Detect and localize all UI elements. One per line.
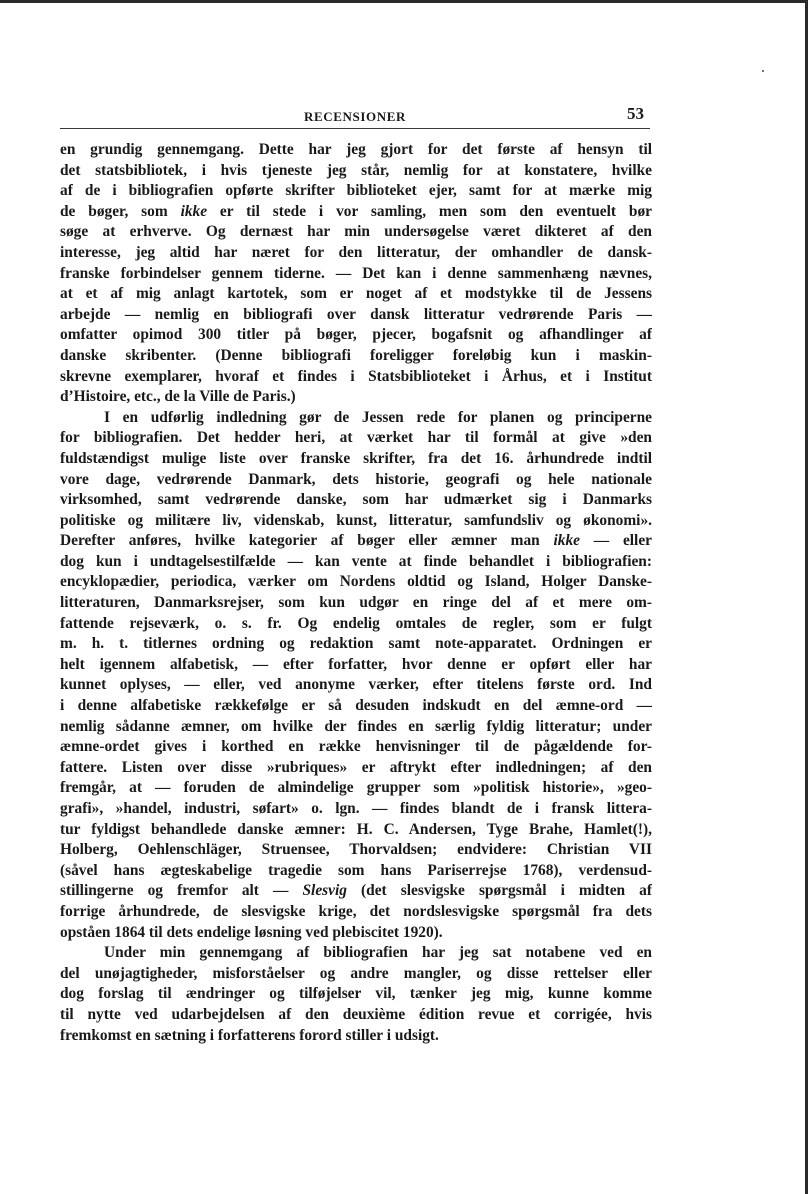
- text-line: æmne-ordet gives i korthed en række henvisninger til de pågældende for-: [60, 738, 652, 756]
- text-line: fattere. Listen over disse »rubriques» er aftrykt efter indledningen; af den: [60, 758, 652, 776]
- text-line: Derefter anføres, hvilke kategorier af bøger eller æmner man ikke — eller: [60, 532, 652, 550]
- text-line: fattende rejseværk, o. s. fr. Og endelig omtales de regler, som er fulgt: [60, 614, 652, 632]
- text-line: nemlig sådanne æmner, om hvilke der findes en særlig fyldig litteratur; under: [60, 717, 652, 735]
- running-title: RECENSIONER: [304, 109, 406, 124]
- text-line: omfatter opimod 300 titler på bøger, pjecer, bogafsnit og afhandlinger af: [60, 326, 652, 344]
- text-line: interesse, jeg altid har næret for den litteratur, der omhandler de dansk-: [60, 243, 652, 261]
- paragraph: [60, 140, 652, 408]
- paragraph: [60, 943, 652, 1046]
- text-line: I en udførlig indledning gør de Jessen rede for planen og principerne: [104, 408, 652, 426]
- text-line: en grundig gennemgang. Dette har jeg gjort for det første af hensyn til: [60, 141, 652, 158]
- text-line: stillingerne og fremfor alt — Slesvig (det slesvigske spørgsmål i midten af: [60, 882, 652, 900]
- scan-border-top: [0, 0, 808, 3]
- text-line: dog forslag til ændringer og tilføjelser vil, tænker jeg mig, kunne komme: [60, 985, 652, 1003]
- text-line: skrevne exemplarer, hvoraf et findes i Statsbiblioteket i Århus, et i Institut: [60, 367, 652, 385]
- text-line: for bibliografien. Det hedder heri, at værket har til formål at give »den: [60, 429, 652, 447]
- text-line: Under min gennemgang af bibliografien har jeg sat notabene ved en: [104, 944, 652, 962]
- text-line: franske forbindelser gennem tiderne. — Det kan i denne sammenhæng nævnes,: [60, 264, 652, 282]
- text-line: i denne alfabetiske rækkefølge er så desuden indskudt en del æmne-ord —: [60, 697, 652, 715]
- text-line: arbejde — nemlig en bibliografi over dansk litteratur vedrørende Paris —: [60, 305, 652, 323]
- body-text: [60, 140, 652, 1046]
- text-line: danske skribenter. (Denne bibliografi foreligger foreløbig kun i maskin-: [60, 346, 652, 364]
- text-line: m. h. t. titlernes ordning og redaktion samt note-apparatet. Ordningen er: [60, 635, 652, 653]
- text-line: at et af mig anlagt kartotek, som er noget af et modstykke til de Jessens: [60, 285, 652, 303]
- text-line: helt igennem alfabetisk, — efter forfatter, hvor denne er opført eller har: [60, 655, 652, 673]
- text-line: af de i bibliografien opførte skrifter biblioteket ejer, samt for at mærke mig: [60, 182, 652, 200]
- running-header: [60, 104, 650, 129]
- paragraph: [60, 408, 652, 943]
- text-line: de bøger, som ikke er til stede i vor samling, men som den eventuelt bør: [60, 202, 652, 220]
- text-line: det statsbibliotek, i hvis tjeneste jeg står, nemlig for at konstatere, hvilke: [60, 161, 652, 179]
- text-line: Holberg, Oehlenschläger, Struensee, Thorvaldsen; endvidere: Christian VII: [60, 841, 652, 859]
- text-line: kunnet oplyses, — eller, ved anonyme værker, efter titelens første ord. Ind: [60, 676, 652, 694]
- scan-speck: [762, 70, 764, 72]
- text-line: grafi», »handel, industri, søfart» o. lgn. — findes blandt de i fransk littera-: [60, 800, 652, 817]
- text-line: fremkomst en sætning i forfatterens forord stiller i udsigt.: [60, 1026, 439, 1044]
- text-line: d’Histoire, etc., de la Ville de Paris.): [60, 388, 296, 406]
- text-line: dog kun i undtagelsestilfælde — kan vente at finde behandlet i bibliografien:: [60, 552, 652, 570]
- text-line: virksomhed, samt vedrørende danske, som har udmærket sig i Danmarks: [60, 491, 652, 509]
- text-line: fremgår, at — foruden de almindelige grupper som »politisk historie», »geo-: [60, 779, 652, 797]
- text-line: del unøjagtigheder, misforståelser og andre mangler, og disse rettelser eller: [60, 964, 652, 982]
- text-line: til nytte ved udarbejdelsen af den deuxième édition revue et corrigée, hvis: [60, 1005, 652, 1023]
- text-line: litteraturen, Danmarksrejser, som kun udgør en ringe del af et mere om-: [60, 594, 652, 612]
- text-line: vore dage, vedrørende Danmark, dets historie, geografi og hele nationale: [60, 470, 652, 488]
- page-number: 53: [627, 104, 644, 123]
- text-line: søge at erhverve. Og dernæst har min undersøgelse været dikteret af den: [60, 223, 652, 241]
- text-line: encyklopædier, periodica, værker om Nordens oldtid og Island, Holger Danske-: [60, 573, 652, 591]
- text-line: (såvel hans ægteskabelige tragedie som hans Pariserrejse 1768), verdensud-: [60, 861, 652, 879]
- text-line: tur fyldigst behandlede danske æmner: H. C. Andersen, Tyge Brahe, Hamlet(!),: [60, 820, 652, 838]
- text-line: opståen 1864 til dets endelige løsning ved plebiscitet 1920).: [60, 923, 443, 941]
- text-line: politiske og militære liv, videnskab, kunst, litteratur, samfundsliv og økonomi».: [60, 511, 652, 529]
- text-line: fuldstændigst mulige liste over franske skrifter, fra det 16. århundrede indtil: [60, 449, 652, 467]
- text-line: forrige århundrede, de slesvigske krige, det nordslesvigske spørgsmål fra dets: [60, 902, 652, 920]
